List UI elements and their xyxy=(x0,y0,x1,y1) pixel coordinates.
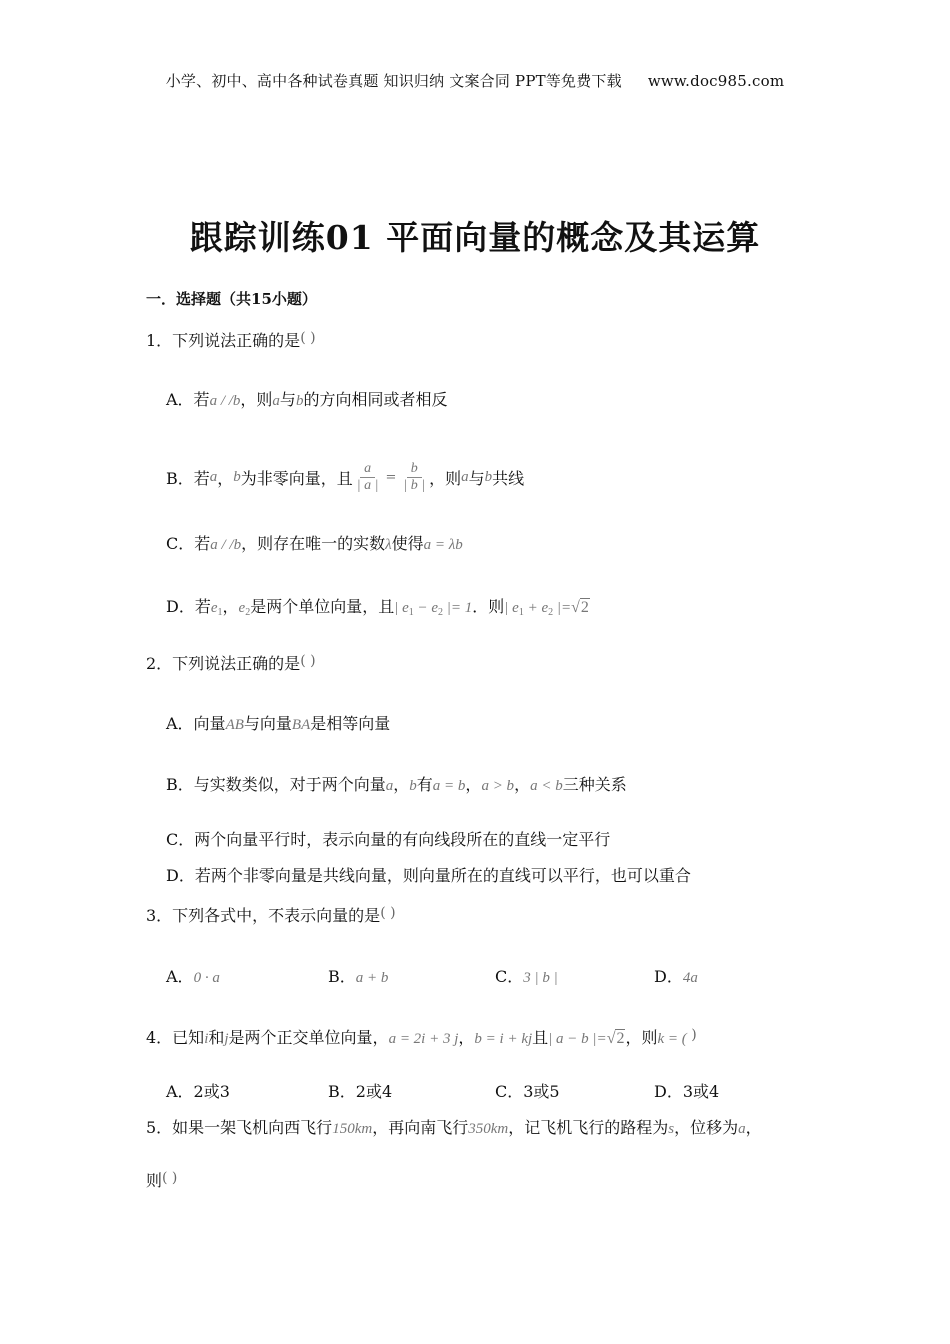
header-text: 小学、初中、高中各种试卷真题 知识归纳 文案合同 PPT等免费下载 xyxy=(165,72,622,90)
q2-option-a: A．向量AB与向量BA是相等向量 xyxy=(166,714,391,733)
question-2-stem: 2．下列说法正确的是( ) xyxy=(146,653,316,673)
q3-option-a: A．0 · a xyxy=(166,967,220,986)
q4-option-b: B．2或4 xyxy=(328,1082,393,1101)
page-title: 跟踪训练01 平面向量的概念及其运算 xyxy=(189,218,761,257)
question-5-line2: 则( ) xyxy=(146,1170,178,1190)
sqrt-symbol: √2 xyxy=(571,599,589,616)
q1-option-d: D．若$e_1$，$e_2$是两个单位向量，且| $e_1 - e_2$ |= 1．则| $e_1 + e_2$ |=√2 xyxy=(166,597,589,618)
q2-option-b: B．与实数类似，对于两个向量a，b有a = b，a > b，a < b三种关系 xyxy=(166,775,627,794)
q2-option-d: D．若两个非零向量是共线向量，则向量所在的直线可以平行，也可以重合 xyxy=(166,866,691,885)
q4-option-d: D．3或4 xyxy=(654,1082,720,1101)
section-heading: 一．选择题（共15小题） xyxy=(146,290,317,308)
question-3-stem: 3．下列各式中，不表示向量的是( ) xyxy=(146,905,396,925)
sqrt-symbol: √2 xyxy=(606,1030,625,1047)
q3-option-d: D．4a xyxy=(654,967,698,986)
question-5-stem: 5．如果一架飞机向西飞行150km，再向南飞行350km，记飞机飞行的路程为s，位移为a， xyxy=(146,1118,762,1137)
q1-option-b: B．若 a ， b 为非零向量，且 $\frac{a}{| a |}$ = $\frac{b}{| b |}$ ，则 a 与 b 共线 xyxy=(166,460,525,493)
header-site: www.doc985.com xyxy=(647,72,785,90)
question-4-stem: 4．已知i和j是两个正交单位向量，a = 2i + 3 j，b = i + kj且| a − b |=√2，则k = ( ) xyxy=(146,1027,697,1047)
fraction-b: $\frac{b}{| b |}$ xyxy=(403,460,426,493)
q3-option-b: B．a + b xyxy=(328,967,389,986)
question-1-stem: 1．下列说法正确的是( ) xyxy=(146,330,316,350)
q4-option-c: C．3或5 xyxy=(495,1082,560,1101)
q4-option-a: A．2或3 xyxy=(166,1082,230,1101)
q3-option-c: C．3 | b | xyxy=(495,967,558,986)
q2-option-c: C．两个向量平行时，表示向量的有向线段所在的直线一定平行 xyxy=(166,830,611,849)
page-header xyxy=(0,70,950,91)
fraction-a: $\frac{a}{| a |}$ xyxy=(356,460,379,493)
q1-option-c: C．若a / /b，则存在唯一的实数λ使得a = λb xyxy=(166,534,463,553)
q1-option-a: A．若a / /b，则a与b的方向相同或者相反 xyxy=(166,390,448,409)
